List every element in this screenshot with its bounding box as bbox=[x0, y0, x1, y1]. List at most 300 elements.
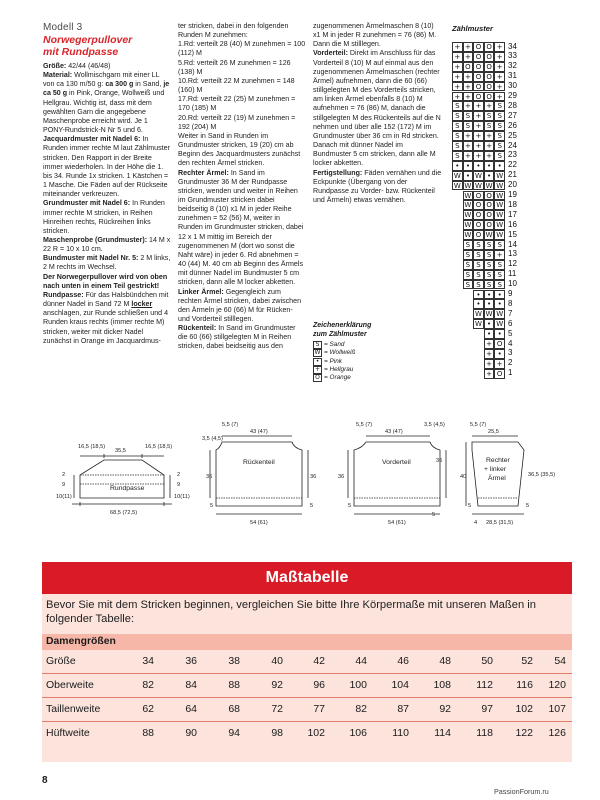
mass-cell: 88 bbox=[142, 727, 154, 739]
front-corner-side: 3,5 (4,5) bbox=[424, 422, 445, 428]
mass-table-title: Maßtabelle bbox=[42, 562, 572, 594]
chart-cell: + bbox=[463, 131, 474, 141]
chart-row-number: 2 bbox=[508, 358, 513, 368]
chart-cell: S bbox=[473, 280, 484, 290]
chart-cell: O bbox=[494, 369, 505, 379]
rundpasse-text-2: anschlagen, zur Runde schließen und 4 Runden kraus rechts (immer rechte M) stricken, weiter mit dicker Nadel zunächst in Orange im Jacquardmus- bbox=[43, 309, 169, 345]
mass-row-divider bbox=[42, 721, 572, 722]
chart-cell: O bbox=[473, 82, 484, 92]
increase-round-10: 10.Rd: verteilt 22 M zunehmen = 148 (160) M bbox=[178, 76, 295, 95]
legend-label: = Hellgrau bbox=[324, 365, 354, 373]
chart-cell: + bbox=[463, 151, 474, 161]
bundmuster-heading: Bundmuster mit Nadel Nr. 5: bbox=[43, 254, 139, 263]
mass-cell: 114 bbox=[434, 727, 451, 739]
chart-row-number: 15 bbox=[508, 229, 517, 239]
chart-cell: S bbox=[473, 240, 484, 250]
front-text: Direkt im Anschluss für das Vorderteil 8 (10) M auf einmal aus den zugenommenen Ärmelmaschen (rechter Ärmel) aufnehmen, dann die 60 (66) stillgelegten M des Vorderteils stricken, am linken Ärmel ebenfalls 8 (10) M aufnehmen = 76 (86) M, danach die stillgelegten M des Rückenteils auf die N nehmen und über alle 152 (172) M im Grundmuster über 36 cm in Rd stricken. Danach mit dünner Nadel im Bundmuster 5 cm stricken, dann alle M locker abketten. bbox=[313, 49, 441, 168]
size-text: 42/44 (46/48) bbox=[66, 62, 111, 70]
chart-cell: + bbox=[494, 42, 505, 52]
chart-cell: + bbox=[473, 151, 484, 161]
chart-cell: + bbox=[473, 141, 484, 151]
mass-cell: 52 bbox=[521, 655, 533, 667]
rundpasse-side-l3: 10(11) bbox=[56, 494, 72, 500]
mass-cell: 88 bbox=[228, 679, 240, 691]
grundmuster-paragraph bbox=[43, 199, 171, 236]
legend-title-line-1: Zeichenerklärung bbox=[313, 322, 372, 329]
chart-cell: + bbox=[494, 250, 505, 260]
mass-cell: 77 bbox=[313, 703, 325, 715]
front-top: 43 (47) bbox=[385, 429, 403, 435]
chart-row-number: 27 bbox=[508, 110, 517, 120]
chart-cell: S bbox=[484, 111, 495, 121]
material-paragraph bbox=[43, 71, 171, 135]
chart-cell: O bbox=[494, 339, 505, 349]
chart-cell: O bbox=[473, 52, 484, 62]
chart-cell: + bbox=[494, 82, 505, 92]
rundpasse-top-right: 16,5 (18,5) bbox=[145, 444, 173, 450]
chart-cell: • bbox=[494, 161, 505, 171]
chart-row-number: 16 bbox=[508, 219, 517, 229]
mass-cell: 62 bbox=[142, 703, 154, 715]
rundpasse-side-l1: 2 bbox=[62, 472, 66, 478]
back-bottom: 54 (61) bbox=[250, 520, 268, 526]
mass-cell: 94 bbox=[228, 727, 240, 739]
chart-cell: S bbox=[484, 250, 495, 260]
chart-cell: • bbox=[484, 319, 495, 329]
chart-cell: O bbox=[484, 52, 495, 62]
rundpasse-locker: locker bbox=[131, 300, 153, 309]
legend-item-wollweiss bbox=[313, 349, 371, 357]
chart-cell: S bbox=[452, 111, 463, 121]
material-text-2: in Sand, bbox=[133, 80, 164, 89]
chart-cell: + bbox=[452, 92, 463, 102]
front-paragraph bbox=[313, 49, 443, 168]
chart-cell: W bbox=[496, 320, 504, 329]
left-sleeve-heading: Linker Ärmel: bbox=[178, 287, 224, 296]
chart-cell: + bbox=[463, 42, 474, 52]
chart-row-number: 31 bbox=[508, 71, 517, 81]
mass-cell: 82 bbox=[355, 703, 367, 715]
chart-cell: S bbox=[484, 280, 495, 290]
chart-row-number: 6 bbox=[508, 318, 513, 328]
chart-cell: S bbox=[494, 131, 505, 141]
construction-note bbox=[43, 273, 171, 291]
chart-cell: W bbox=[475, 181, 482, 190]
chart-cell: S bbox=[463, 280, 474, 290]
rundpasse-label: Rundpasse bbox=[110, 485, 145, 492]
mass-cell: 112 bbox=[476, 679, 493, 691]
mass-cell: 50 bbox=[481, 655, 493, 667]
increase-round-5: 5.Rd: verteilt 26 M zunehmen = 126 (138) M bbox=[178, 58, 291, 76]
mass-cell: 82 bbox=[142, 679, 154, 691]
mass-cell: 102 bbox=[307, 727, 325, 739]
chart-cell: + bbox=[463, 52, 474, 62]
chart-cell: W bbox=[464, 231, 472, 240]
mass-cell: 34 bbox=[142, 655, 154, 667]
mass-row-divider bbox=[42, 673, 572, 674]
maschenprobe-heading: Maschenprobe (Grundmuster): bbox=[43, 235, 148, 244]
instructions-column-3 bbox=[313, 22, 443, 205]
front-bund-left: 5 bbox=[348, 503, 352, 509]
mass-cell: 126 bbox=[548, 727, 566, 739]
chart-cell: O bbox=[473, 210, 484, 220]
chart-cell: + bbox=[494, 52, 505, 62]
chart-row-number: 14 bbox=[508, 239, 517, 249]
mass-cell: 92 bbox=[271, 679, 283, 691]
chart-cell: O bbox=[484, 220, 495, 230]
legend-label: = Sand bbox=[324, 341, 345, 349]
chart-row-number: 17 bbox=[508, 209, 517, 219]
orange-symbol-icon: O bbox=[313, 374, 322, 382]
back-top: 43 (47) bbox=[250, 429, 268, 435]
back-height-left: 36 bbox=[206, 474, 213, 480]
chart-cell: W bbox=[496, 211, 504, 220]
chart-cell: • bbox=[484, 299, 495, 309]
watermark: PassionForum.ru bbox=[494, 787, 549, 796]
back-bund-left: 5 bbox=[210, 503, 214, 509]
chart-cell: + bbox=[484, 339, 495, 349]
chart-cell: + bbox=[463, 141, 474, 151]
chart-cell: W bbox=[496, 181, 504, 190]
model-title bbox=[43, 34, 171, 58]
chart-cell: O bbox=[463, 62, 474, 72]
mass-cell: 106 bbox=[349, 727, 367, 739]
back-schematic bbox=[210, 436, 308, 514]
chart-row-number: 26 bbox=[508, 120, 517, 130]
mass-row-divider bbox=[42, 697, 572, 698]
maschenprobe-paragraph bbox=[43, 236, 171, 254]
back-heading: Rückenteil: bbox=[178, 324, 217, 333]
chart-cell: S bbox=[494, 270, 505, 280]
sleeve-top: 25,5 bbox=[488, 429, 499, 435]
chart-row-number: 20 bbox=[508, 180, 517, 190]
chart-cell: O bbox=[473, 72, 484, 82]
chart-cell: S bbox=[452, 101, 463, 111]
chart-cell: W bbox=[464, 211, 472, 220]
chart-cell: • bbox=[484, 161, 495, 171]
rundpasse-side-r1: 2 bbox=[177, 472, 181, 478]
chart-row-number: 33 bbox=[508, 51, 517, 61]
chart-cell: + bbox=[473, 101, 484, 111]
legend-item-orange bbox=[313, 374, 371, 382]
increase-round-20: 20.Rd: verteilt 22 (19) M zunehmen = 192 (204) M bbox=[178, 113, 296, 131]
mass-cell: 122 bbox=[515, 727, 533, 739]
mass-row-label: Taillenweite bbox=[46, 703, 101, 715]
right-sleeve-paragraph bbox=[178, 169, 306, 288]
chart-cell: • bbox=[484, 171, 495, 181]
chart-row-number: 28 bbox=[508, 100, 517, 110]
chart-row-number: 32 bbox=[508, 61, 517, 71]
bundmuster-paragraph bbox=[43, 254, 171, 272]
chart-cell: • bbox=[494, 290, 505, 300]
chart-cell: + bbox=[494, 92, 505, 102]
material-amount-others: je ca 50 g bbox=[43, 80, 170, 98]
mass-table-row bbox=[42, 651, 572, 672]
mass-cell: 36 bbox=[185, 655, 197, 667]
chart-cell: + bbox=[463, 82, 474, 92]
chart-row-number: 5 bbox=[508, 328, 513, 338]
mass-table-row bbox=[42, 699, 572, 720]
chart-cell: O bbox=[473, 62, 484, 72]
chart-cell: S bbox=[484, 121, 495, 131]
chart-cell: S bbox=[452, 141, 463, 151]
finishing-heading: Fertigstellung: bbox=[313, 168, 363, 177]
chart-cell: S bbox=[463, 111, 474, 121]
chart-cell: S bbox=[494, 280, 505, 290]
chart-cell: W bbox=[475, 320, 482, 329]
increase-round-17: 17.Rd: verteilt 22 (25) M zunehmen = 170 (185) M bbox=[178, 95, 296, 113]
back-text: In Sand im Grundmuster die 60 (66) stillgelegten M in Reihen stricken, dabei beidseitig aus den bbox=[178, 324, 296, 351]
chart-row-number: 22 bbox=[508, 160, 517, 170]
front-height-right: 36 bbox=[436, 458, 443, 464]
legend-title-line-2: zum Zählmuster bbox=[313, 330, 367, 338]
chart-cell: • bbox=[452, 161, 463, 171]
chart-cell: W bbox=[464, 221, 472, 230]
back-continued: zugenommenen Ärmelmaschen 8 (10) x1 M in jeder R zunehmen = 76 (86) M. Dann die M stilllegen. bbox=[313, 22, 437, 49]
chart-cell: O bbox=[473, 200, 484, 210]
back-label: Rückenteil bbox=[243, 459, 275, 466]
mass-cell: 100 bbox=[349, 679, 367, 691]
pink-symbol-icon: • bbox=[313, 358, 322, 366]
chart-row-number: 3 bbox=[508, 348, 513, 358]
chart-cell: W bbox=[464, 181, 472, 190]
chart-row-number: 11 bbox=[508, 269, 517, 279]
instructions-column-2 bbox=[178, 22, 306, 352]
mass-cell: 107 bbox=[548, 703, 566, 715]
mass-cell: 108 bbox=[433, 679, 451, 691]
material-heading: Material: bbox=[43, 71, 73, 80]
chart-row-number: 29 bbox=[508, 91, 517, 100]
chart-row-number: 18 bbox=[508, 199, 517, 209]
chart-cell: + bbox=[452, 72, 463, 82]
instructions-column-1 bbox=[43, 22, 171, 346]
chart-cell: + bbox=[494, 62, 505, 72]
chart-row-number: 19 bbox=[508, 190, 517, 199]
chart-cell: + bbox=[452, 42, 463, 52]
mass-cell: 54 bbox=[554, 655, 566, 667]
sleeve-label-1: Rechter bbox=[486, 457, 510, 464]
continue-paragraph: Weiter in Sand in Runden im Grundmuster stricken, 19 (20) cm ab Beginn des Jacquardmusters zunächst den rechten Ärmel stricken. bbox=[178, 131, 301, 168]
chart-cell: S bbox=[484, 260, 495, 270]
chart-cell: O bbox=[484, 191, 495, 201]
chart-cell: O bbox=[473, 92, 484, 102]
chart-cell: • bbox=[463, 161, 474, 171]
back-height-right: 36 bbox=[310, 474, 317, 480]
chart-cell: + bbox=[452, 62, 463, 72]
chart-cell: S bbox=[494, 151, 505, 161]
finishing-paragraph bbox=[313, 169, 443, 206]
material-amount-sand: ca 300 g bbox=[105, 80, 134, 89]
chart-cell: O bbox=[484, 200, 495, 210]
chart-cell: W bbox=[496, 191, 504, 200]
sleeve-label-2: + linker bbox=[484, 466, 507, 473]
sleeve-bund-right: 5 bbox=[526, 503, 530, 509]
chart-cell: O bbox=[484, 72, 495, 82]
mass-row-label: Hüftweite bbox=[46, 727, 90, 739]
chart-cell: + bbox=[463, 92, 474, 102]
chart-cell: W bbox=[496, 310, 504, 319]
chart-cell: + bbox=[484, 131, 495, 141]
mass-cell: 87 bbox=[397, 703, 409, 715]
model-title-line-1: Norwegerpullover bbox=[43, 34, 133, 46]
legend-item-sand bbox=[313, 341, 371, 349]
jacquard-text: In Runden immer rechte M laut Zählmuster stricken. Den Rapport in der Breite immer wiederholen. In der Höhe die 1. bis 34. Runde 1x stricken. 1 Kästchen = 1 Masche. Die Fäden auf der Rückseite miteinander verkreuzen. bbox=[43, 135, 170, 199]
chart-cell: W bbox=[485, 181, 493, 190]
grundmuster-heading: Grundmuster mit Nadel 6: bbox=[43, 199, 131, 208]
mass-cell: 48 bbox=[439, 655, 451, 667]
rundpasse-bottom: 68,5 (72,5) bbox=[110, 510, 138, 516]
back-paragraph bbox=[178, 324, 306, 351]
chart-cell: + bbox=[484, 101, 495, 111]
rundpasse-text: Für das Halsbündchen mit dünner Nadel in Sand 72 M bbox=[43, 290, 169, 309]
right-sleeve-heading: Rechter Ärmel: bbox=[178, 168, 229, 177]
front-label: Vorderteil bbox=[382, 459, 411, 466]
sleeve-bund-left: 5 bbox=[468, 503, 472, 509]
chart-row-number: 1 bbox=[508, 368, 513, 378]
chart-cell: + bbox=[463, 101, 474, 111]
chart-cell: S bbox=[463, 250, 474, 260]
chart-cell: W bbox=[485, 310, 493, 319]
hellgrau-symbol-icon: + bbox=[314, 365, 321, 373]
front-schematic bbox=[348, 436, 446, 514]
sand-symbol-icon: S bbox=[313, 341, 322, 349]
rundpasse-side-r3: 10(11) bbox=[174, 494, 190, 500]
chart-cell: S bbox=[484, 240, 495, 250]
mass-cell: 84 bbox=[185, 679, 197, 691]
chart-cell: S bbox=[463, 260, 474, 270]
chart-row-number: 8 bbox=[508, 298, 513, 308]
chart-row-number: 23 bbox=[508, 150, 517, 160]
chart-cell: • bbox=[473, 290, 484, 300]
chart-cell: • bbox=[473, 161, 484, 171]
mass-cell: 46 bbox=[397, 655, 409, 667]
chart-row-number: 7 bbox=[508, 308, 513, 318]
chart-cell: + bbox=[463, 72, 474, 82]
rundpasse-side-l2: 9 bbox=[62, 482, 66, 488]
finishing-text: Fäden vernähen und die Eckpunkte (Übergang von der Rundpasse zu Vorder- bzw. Rückenteil und Ärmeln) etwas vernähen. bbox=[313, 168, 442, 204]
size-group-heading: Damengrößen bbox=[42, 634, 572, 650]
chart-row-number: 21 bbox=[508, 170, 517, 180]
front-bottom: 54 (61) bbox=[388, 520, 406, 526]
chart-cell: W bbox=[496, 201, 504, 210]
chart-cell: S bbox=[473, 270, 484, 280]
increase-round-1: 1.Rd: verteilt 28 (40) M zunehmen = 100 (112) M bbox=[178, 40, 306, 58]
chart-row-number: 25 bbox=[508, 130, 517, 140]
mass-cell: 104 bbox=[391, 679, 409, 691]
mass-table-intro: Bevor Sie mit dem Stricken beginnen, vergleichen Sie bitte Ihre Körpermaße mit unseren Maßen in folgender Tabelle: bbox=[46, 599, 536, 625]
left-sleeve-text: Gegengleich zum rechten Ärmel stricken, dabei zwischen den Ärmeln je 60 (66) M für Rücken- und Vorderteil stilllegen. bbox=[178, 287, 302, 323]
mass-cell: 98 bbox=[271, 727, 283, 739]
chart-cell: S bbox=[494, 111, 505, 121]
rundpasse-schematic bbox=[72, 454, 172, 506]
mass-cell: 118 bbox=[476, 727, 493, 739]
sleeve-label-3: Ärmel bbox=[488, 475, 506, 482]
sleeve-height-left: 40 bbox=[460, 474, 467, 480]
chart-cell: • bbox=[463, 171, 474, 181]
front-corner-top: 5,5 (7) bbox=[356, 422, 373, 428]
chart-row-number: 4 bbox=[508, 338, 513, 348]
material-text-3: in Pink, Orange, Wollweiß und Hellgrau. Wichtig ist, dass mit dem gewählten Garn die angegebene Maschenprobe erreicht wird. Je 1 PONY-Rundstrick-N Nr 5 und 6. bbox=[43, 89, 165, 135]
rundpasse-paragraph bbox=[43, 291, 171, 346]
jacquard-paragraph bbox=[43, 135, 171, 199]
rundpasse-heading: Rundpasse: bbox=[43, 290, 84, 299]
legend-label: = Orange bbox=[324, 374, 351, 381]
chart-cell: W bbox=[453, 181, 461, 190]
rundpasse-side-r2: 9 bbox=[177, 482, 181, 488]
chart-row-number: 13 bbox=[508, 249, 517, 259]
chart-cell: + bbox=[494, 72, 505, 82]
knitting-chart bbox=[450, 40, 560, 390]
chart-cell: • bbox=[494, 299, 505, 309]
chart-cell: O bbox=[473, 191, 484, 201]
chart-cell: + bbox=[484, 349, 495, 359]
mass-row-label: Größe bbox=[46, 655, 76, 667]
mass-cell: 96 bbox=[313, 679, 325, 691]
chart-cell: W bbox=[475, 171, 482, 180]
back-bund-right: 5 bbox=[310, 503, 314, 509]
chart-cell: S bbox=[452, 131, 463, 141]
maschenprobe-text: 14 M x 22 R = 10 x 10 cm. bbox=[43, 235, 171, 254]
chart-cell: W bbox=[464, 201, 472, 210]
legend-label: = Wollweiß bbox=[324, 349, 356, 357]
mass-cell: 92 bbox=[439, 703, 451, 715]
chart-cell: O bbox=[473, 42, 484, 52]
chart-cell: O bbox=[484, 92, 495, 102]
sleeve-corner-top: 5,5 (7) bbox=[470, 422, 487, 428]
chart-legend bbox=[313, 322, 371, 382]
mass-cell: 44 bbox=[355, 655, 367, 667]
chart-cell: S bbox=[473, 250, 484, 260]
rundpasse-top-left: 16,5 (18,5) bbox=[78, 444, 106, 450]
mass-table-row bbox=[42, 675, 572, 696]
chart-cell: S bbox=[494, 121, 505, 131]
legend-title bbox=[313, 322, 371, 339]
mass-cell: 116 bbox=[516, 679, 533, 691]
chart-cell: • bbox=[494, 349, 505, 359]
chart-cell: S bbox=[452, 151, 463, 161]
sleeve-bottom-side: 4 bbox=[474, 520, 478, 526]
chart-cell: • bbox=[494, 329, 505, 339]
chart-row-number: 34 bbox=[508, 41, 517, 51]
mass-cell: 90 bbox=[185, 727, 197, 739]
chart-cell: S bbox=[463, 270, 474, 280]
chart-cell: + bbox=[473, 131, 484, 141]
right-sleeve-text: In Sand im Grundmuster 36 M der Rundpasse stricken, wenden und weiter in Reihen im Grundmuster stricken dabei beidseitig 8 (10) x1 M in jeder Reihe zunehmen = 52 (56) M, weiter in Runden im Grundmuster stricken, dabei 12 x 1 M mittig im Bereich der zugenommenen M (dort wo sonst die Naht wäre) in jeder 6. Rd abnehmen = 40 (44) M. 40 cm ab Beginn des Ärmels mit dünner Nadel im Bundmuster 5 cm stricken, dann alle M locker abketten. bbox=[178, 168, 304, 287]
chart-cell: S bbox=[494, 240, 505, 250]
chart-cell: W bbox=[496, 171, 504, 180]
chart-cell: S bbox=[484, 270, 495, 280]
mass-cell: 110 bbox=[392, 727, 409, 739]
chart-cell: S bbox=[494, 260, 505, 270]
chart-cell: S bbox=[463, 240, 474, 250]
chart-cell: + bbox=[473, 121, 484, 131]
chart-cell: W bbox=[496, 221, 504, 230]
front-bund-right: 5 bbox=[432, 512, 436, 518]
chart-cell: S bbox=[463, 121, 474, 131]
chart-cell: O bbox=[473, 220, 484, 230]
chart-cell: S bbox=[494, 141, 505, 151]
mass-table-row bbox=[42, 723, 572, 744]
mass-cell: 72 bbox=[271, 703, 283, 715]
chart-cell: O bbox=[484, 82, 495, 92]
chart-row-number: 10 bbox=[508, 279, 517, 289]
left-sleeve-paragraph bbox=[178, 288, 306, 325]
chart-row-number: 9 bbox=[508, 289, 513, 298]
chart-cell: O bbox=[473, 230, 484, 240]
chart-cell: O bbox=[484, 62, 495, 72]
size-paragraph bbox=[43, 62, 171, 71]
chart-cell: S bbox=[494, 101, 505, 111]
